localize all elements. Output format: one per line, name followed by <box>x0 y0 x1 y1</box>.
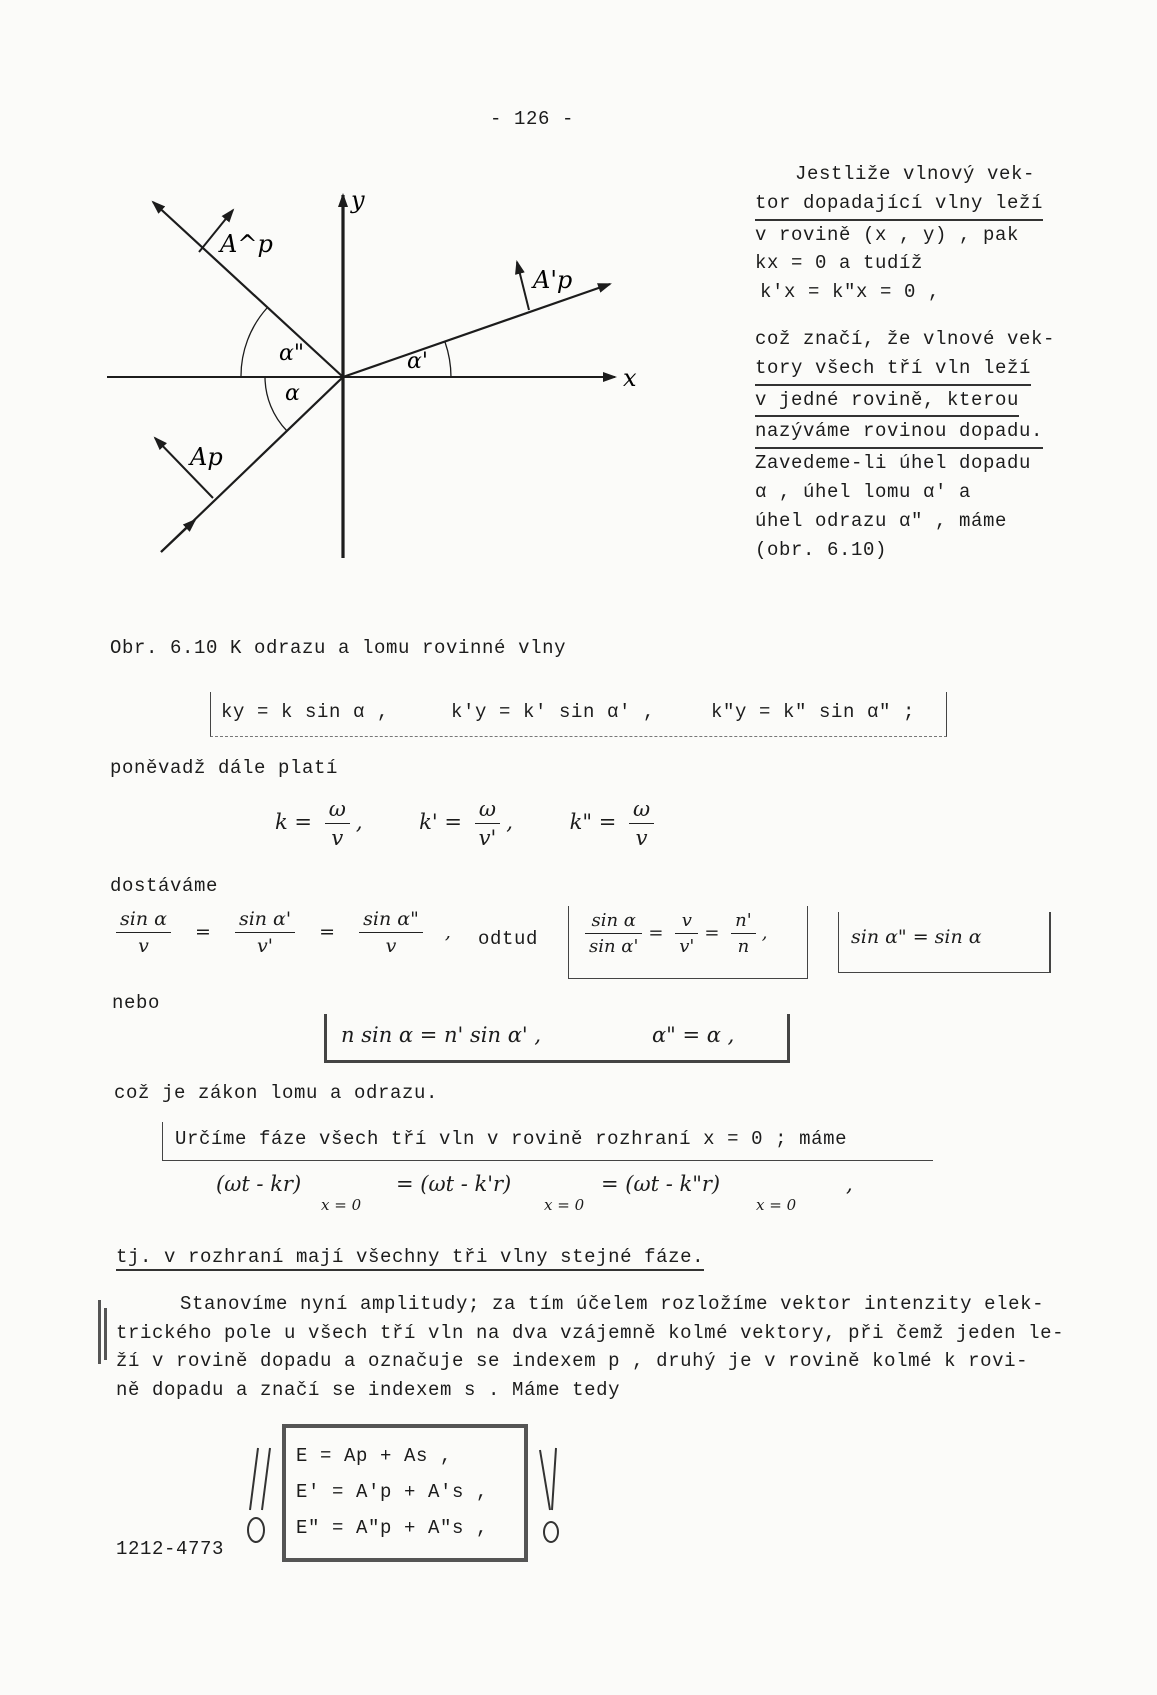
eq-k2-lhs: k" = <box>569 810 617 834</box>
vector-eq-refracted: E' = A'p + A's , <box>296 1481 489 1503</box>
para-line: ží v rovině dopadu a označuje se indexem p , druhý je v rovině kolmé k rovi- <box>116 1350 1029 1372</box>
frac-den: v <box>138 935 149 957</box>
frac-num: sin α <box>116 908 171 933</box>
arc-reflect <box>241 308 267 377</box>
para-line: ně dopadu a značí se indexem s . Máme tedy <box>116 1378 621 1401</box>
amplitude-paragraph <box>116 1290 1064 1404</box>
frac-den: v <box>385 935 397 957</box>
frac-den: sin α' <box>589 936 639 957</box>
side-text <box>755 160 1055 564</box>
frac-num: ω <box>475 797 501 824</box>
text-ponevadz: poněvadž dále platí <box>110 757 339 779</box>
eq-phase-a: (ωt - kr) <box>216 1172 302 1196</box>
para-line: Stanovíme nyní amplitudy; za tím účelem rozložíme vektor intenzity elek- <box>180 1293 1045 1315</box>
page-number: - 126 - <box>490 108 575 130</box>
text-tj: tj. v rozhraní mají všechny tři vlny stejné fáze. <box>116 1246 704 1271</box>
eq-phase-end: , <box>846 1172 853 1196</box>
margin-bar <box>104 1308 107 1360</box>
eq-phase-b: = (ωt - k'r) <box>396 1172 512 1196</box>
eq-k-lhs: k = <box>275 810 312 834</box>
side-line: což značí, že vlnové vek- <box>755 327 1056 350</box>
eq-phase-b-sub: x = 0 <box>544 1196 585 1214</box>
figure-reflection-refraction <box>95 180 655 570</box>
frac-den: v' <box>257 935 274 957</box>
eq-phase-c-sub: x = 0 <box>756 1196 797 1214</box>
eq-phase-a-sub: x = 0 <box>321 1196 362 1214</box>
angle-reflect-label: α" <box>279 341 304 366</box>
text-dostavame: dostáváme <box>110 875 219 897</box>
frac-num: sin α <box>585 910 642 934</box>
arc-incident <box>265 377 287 431</box>
eq-phase-c: = (ωt - k"r) <box>601 1172 721 1196</box>
para-line: trického pole u všech tří vln na dva vzájemně kolmé vektory, při čemž jeden le- <box>116 1321 1065 1344</box>
eq-k-line: k = $\frac{\omega}{v}$ , k' = $\frac{\omega}{v'}$ , k" = $\frac{\omega}{v}$ <box>275 797 660 850</box>
side-line: úhel odrazu α" , máme <box>755 509 1008 532</box>
frac-num: sin α' <box>235 908 295 933</box>
figure-caption: Obr. 6.10 K odrazu a lomu rovinné vlny <box>110 637 567 659</box>
side-line: kx = 0 a tudíž <box>755 252 924 275</box>
side-line: Jestliže vlnový vek- <box>795 163 1036 185</box>
side-line: v jedné rovině, kterou <box>755 386 1019 418</box>
frac-den: v <box>331 826 344 850</box>
law-box <box>324 1014 790 1063</box>
eq-ky-c: k"y = k" sin α" ; <box>711 701 916 723</box>
eq-ky-a: ky = k sin α , <box>221 701 390 723</box>
footer-code: 1212-4773 <box>116 1538 225 1560</box>
phase-box <box>162 1122 933 1161</box>
eq-sin-box: $\frac{\text{sin α}}{\text{sin α'}}$ = $\frac{v}{v'}$ = $\frac{n'}{n}$ , <box>568 906 808 979</box>
side-line: tor dopadající vlny leží <box>755 189 1043 221</box>
eq-k1-lhs: k' = <box>419 810 462 834</box>
frac-num: v <box>675 910 698 934</box>
text-zakon: což je zákon lomu a odrazu. <box>114 1082 439 1104</box>
frac-den: v <box>635 826 648 850</box>
side-line: α , úhel lomu α' a <box>755 480 972 503</box>
eq-sin-rel-box <box>838 912 1051 973</box>
text-faze: Určíme fáze všech tří vln v rovině rozhraní x = 0 ; máme <box>175 1128 848 1150</box>
arc-refract <box>445 342 451 377</box>
eq-sin-line: $\frac{\text{sin α}}{v}$ = $\frac{\text{sin α'}}{v'}$ = $\frac{\text{sin α"}}{v}$ , <box>110 908 451 957</box>
frac-den: v' <box>478 826 497 850</box>
side-line: k'x = k"x = 0 , <box>760 281 941 304</box>
side-line: nazýváme rovinou dopadu. <box>755 417 1043 449</box>
amp-reflected-label: A^p <box>220 230 273 258</box>
eq-ky-b: k'y = k' sin α' , <box>451 701 656 723</box>
vector-eq-incident: E = Ap + As , <box>296 1445 453 1467</box>
frac-den: n <box>737 936 750 957</box>
law-reflection: α" = α , <box>652 1023 735 1047</box>
refracted-ray <box>343 284 610 377</box>
angle-incident-label: α <box>285 381 300 406</box>
frac-num: ω <box>629 797 654 824</box>
angle-refract-label: α' <box>407 349 428 374</box>
reflected-ray <box>153 202 343 377</box>
x-axis-label: x <box>623 364 637 392</box>
y-axis-label: y <box>351 186 365 214</box>
text-nebo: nebo <box>112 992 161 1014</box>
side-line: (obr. 6.10) <box>755 538 888 561</box>
amp-refracted-arrow <box>517 262 529 310</box>
amp-incident-label: Ap <box>190 443 223 471</box>
frac-den: v' <box>679 936 695 957</box>
text-odtud: odtud <box>478 928 539 950</box>
eq-phase-line <box>216 1172 856 1222</box>
margin-bar <box>98 1300 101 1364</box>
exclamation-marks <box>240 1440 570 1550</box>
vector-eq-reflected: E" = A"p + A"s , <box>296 1517 489 1539</box>
amp-refracted-label: A'p <box>533 266 573 294</box>
side-line: v rovině (x , y) , pak <box>755 223 1020 246</box>
law-refraction: n sin α = n' sin α' , <box>341 1023 541 1047</box>
eq-ky-line <box>210 692 947 737</box>
frac-num: sin α" <box>359 908 423 933</box>
frac-num: ω <box>325 797 350 824</box>
eq-sin-rel: sin α" = sin α <box>851 926 982 948</box>
frac-num: n' <box>731 910 756 934</box>
side-line: Zavedeme-li úhel dopadu <box>755 452 1032 475</box>
side-line: tory všech tří vln leží <box>755 354 1031 386</box>
